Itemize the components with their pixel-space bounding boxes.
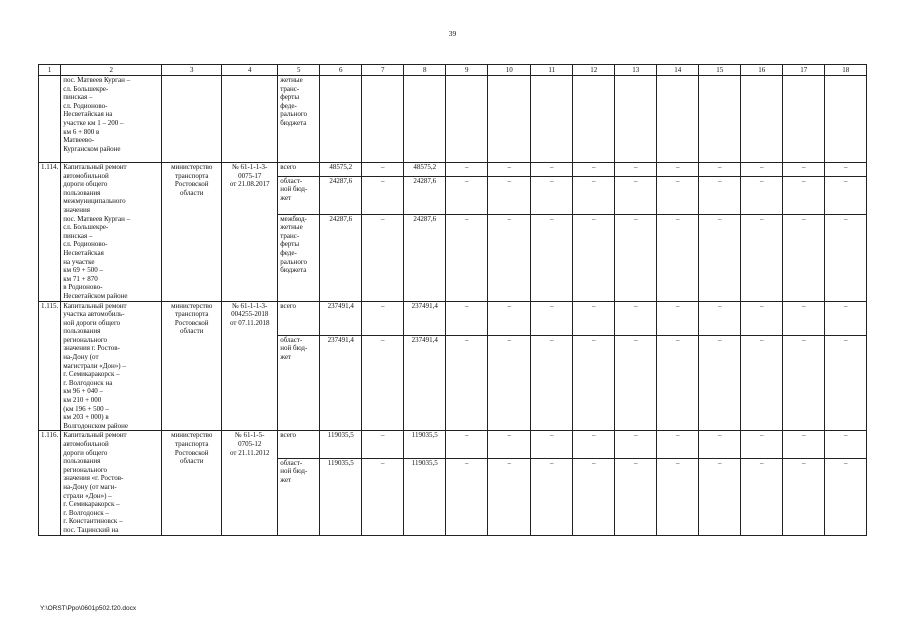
amount-cell: –	[573, 301, 615, 335]
amount-cell: 119035,5	[404, 431, 446, 458]
amount-cell: –	[446, 431, 488, 458]
amount-cell: 237491,4	[320, 301, 362, 335]
amount-cell: –	[362, 301, 404, 335]
column-number-cell: 14	[657, 65, 699, 76]
funding-source-cell: област- ной бюд- жет	[278, 335, 320, 431]
column-number-cell: 7	[362, 65, 404, 76]
amount-cell: –	[488, 214, 531, 301]
funding-source-cell: всего	[278, 301, 320, 335]
amount-cell: 48575,2	[404, 163, 446, 177]
row-number-cell	[39, 76, 61, 163]
amount-cell: –	[531, 301, 573, 335]
amount-cell: 24287,6	[404, 214, 446, 301]
amount-cell: –	[699, 301, 741, 335]
table-row	[39, 431, 867, 458]
amount-cell: –	[362, 176, 404, 214]
amount-cell: –	[657, 458, 699, 535]
amount-cell: –	[657, 301, 699, 335]
amount-cell: –	[741, 214, 783, 301]
amount-cell: –	[657, 335, 699, 431]
amount-cell: –	[573, 176, 615, 214]
amount-cell: –	[573, 335, 615, 431]
amount-cell: –	[825, 335, 867, 431]
document-cell: № 61-1-1-3- 0075-17 от 21.08.2017	[222, 163, 278, 302]
column-number-cell: 2	[61, 65, 162, 76]
column-number-cell: 9	[446, 65, 488, 76]
amount-cell	[488, 76, 531, 163]
amount-cell: –	[615, 301, 657, 335]
amount-cell: –	[362, 335, 404, 431]
amount-cell: –	[783, 458, 825, 535]
amount-cell: –	[825, 458, 867, 535]
amount-cell	[573, 76, 615, 163]
table-row	[39, 76, 867, 163]
amount-cell: –	[825, 214, 867, 301]
amount-cell	[615, 76, 657, 163]
customer-cell: министерство транспорта Ростовской области	[162, 301, 222, 431]
amount-cell: –	[615, 458, 657, 535]
amount-cell: –	[657, 176, 699, 214]
amount-cell: –	[699, 335, 741, 431]
amount-cell	[783, 76, 825, 163]
row-number-cell: 1.116.	[39, 431, 61, 535]
funding-source-cell: всего	[278, 431, 320, 458]
amount-cell: –	[615, 431, 657, 458]
row-number-cell: 1.115.	[39, 301, 61, 431]
document-cell	[222, 76, 278, 163]
column-number-row	[39, 65, 867, 76]
amount-cell: –	[446, 163, 488, 177]
amount-cell: 237491,4	[404, 335, 446, 431]
document-cell: № 61-1-5- 0705-12 от 21.11.2012	[222, 431, 278, 535]
amount-cell: –	[741, 176, 783, 214]
object-name-cell: пос. Матвеев Курган – сл. Большекре- пинская – сл. Родионово- Несветайская на участке км 1 – 200 – км 6 + 800 в Матвеево- Курганском районе	[61, 76, 162, 163]
funding-source-cell: всего	[278, 163, 320, 177]
column-number-cell: 5	[278, 65, 320, 76]
amount-cell: –	[488, 431, 531, 458]
amount-cell: 119035,5	[320, 458, 362, 535]
amount-cell: –	[699, 163, 741, 177]
amount-cell: 237491,4	[320, 335, 362, 431]
amount-cell: –	[531, 163, 573, 177]
column-number-cell: 12	[573, 65, 615, 76]
amount-cell	[446, 76, 488, 163]
customer-cell: министерство транспорта Ростовской области	[162, 431, 222, 535]
column-number-cell: 3	[162, 65, 222, 76]
amount-cell: 119035,5	[404, 458, 446, 535]
budget-table	[38, 64, 867, 536]
amount-cell: –	[783, 176, 825, 214]
amount-cell: –	[362, 458, 404, 535]
amount-cell: –	[741, 335, 783, 431]
column-number-cell: 16	[741, 65, 783, 76]
amount-cell: –	[783, 431, 825, 458]
amount-cell: –	[573, 163, 615, 177]
amount-cell: –	[783, 163, 825, 177]
amount-cell: –	[362, 431, 404, 458]
amount-cell: –	[615, 214, 657, 301]
amount-cell: –	[615, 163, 657, 177]
amount-cell: –	[362, 163, 404, 177]
object-name-cell: Капитальный ремонт участка автомобиль- ной дороги общего пользования регионального значения г. Ростов- на-Дону (от магистрали «Дон») – г. Семикаракорск – г. Волгодонск на км 96 + 040 – км 210 + 000 (км 196 + 500 – км 203 + 000) в Волгодонском районе	[61, 301, 162, 431]
amount-cell: –	[446, 301, 488, 335]
amount-cell: –	[699, 458, 741, 535]
table-row	[39, 163, 867, 177]
amount-cell: –	[531, 431, 573, 458]
amount-cell: –	[825, 431, 867, 458]
amount-cell: –	[825, 163, 867, 177]
amount-cell	[404, 76, 446, 163]
funding-source-cell: межбюд- жетные транс- ферты феде- рального бюджета	[278, 214, 320, 301]
amount-cell: –	[699, 176, 741, 214]
amount-cell: –	[615, 176, 657, 214]
page-number: 39	[448, 29, 457, 38]
funding-source-cell: област- ной бюд- жет	[278, 176, 320, 214]
amount-cell: 237491,4	[404, 301, 446, 335]
column-number-cell: 13	[615, 65, 657, 76]
amount-cell: –	[446, 335, 488, 431]
amount-cell: 48575,2	[320, 163, 362, 177]
amount-cell: –	[741, 163, 783, 177]
amount-cell	[531, 76, 573, 163]
amount-cell: –	[488, 335, 531, 431]
amount-cell: –	[488, 176, 531, 214]
document-cell: № 61-1-1-3- 004255-2018 от 07.11.2018	[222, 301, 278, 431]
amount-cell: –	[783, 301, 825, 335]
amount-cell: –	[362, 214, 404, 301]
amount-cell: –	[699, 214, 741, 301]
column-number-cell: 18	[825, 65, 867, 76]
funding-source-cell: жетные транс- ферты феде- рального бюджета	[278, 76, 320, 163]
column-number-cell: 10	[488, 65, 531, 76]
amount-cell: –	[531, 214, 573, 301]
footer-file-path: Y:\ORST\Ppo\0601p502.f20.docx	[40, 605, 137, 612]
amount-cell: 24287,6	[320, 214, 362, 301]
amount-cell: –	[446, 458, 488, 535]
column-number-cell: 8	[404, 65, 446, 76]
amount-cell: –	[657, 214, 699, 301]
column-number-cell: 11	[531, 65, 573, 76]
amount-cell: –	[573, 214, 615, 301]
object-name-cell: Капитальный ремонт автомобильной дороги общего пользования регионального значения «г. Ростов- на-Дону (от маги- страли «Дон») – г. Семикаракорск – г. Волгодонск – г. Константиновск – пос. Тацинский на	[61, 431, 162, 535]
column-number-cell: 6	[320, 65, 362, 76]
amount-cell: –	[531, 176, 573, 214]
column-number-cell: 15	[699, 65, 741, 76]
object-name-cell: Капитальный ремонт автомобильной дороги общего пользования межмуниципального значения пос. Матвеев Курган – сл. Большекре- пинская – сл. Родионово- Несветайская на участке км 69 + 500 – км 71 + 870 в Родионово- Несветайском районе	[61, 163, 162, 302]
amount-cell	[657, 76, 699, 163]
amount-cell: –	[446, 176, 488, 214]
amount-cell: 119035,5	[320, 431, 362, 458]
amount-cell: –	[741, 458, 783, 535]
customer-cell	[162, 76, 222, 163]
amount-cell: –	[741, 301, 783, 335]
amount-cell: –	[446, 214, 488, 301]
funding-source-cell: област- ной бюд- жет	[278, 458, 320, 535]
amount-cell: –	[783, 335, 825, 431]
amount-cell: –	[657, 431, 699, 458]
amount-cell	[699, 76, 741, 163]
amount-cell: 24287,6	[320, 176, 362, 214]
amount-cell: –	[488, 163, 531, 177]
amount-cell: –	[531, 458, 573, 535]
amount-cell: –	[699, 431, 741, 458]
row-number-cell: 1.114.	[39, 163, 61, 302]
column-number-cell: 4	[222, 65, 278, 76]
amount-cell: –	[657, 163, 699, 177]
amount-cell: –	[825, 301, 867, 335]
amount-cell: –	[783, 214, 825, 301]
amount-cell: –	[573, 458, 615, 535]
amount-cell: 24287,6	[404, 176, 446, 214]
amount-cell: –	[825, 176, 867, 214]
table-body	[39, 65, 867, 536]
amount-cell: –	[531, 335, 573, 431]
amount-cell: –	[488, 458, 531, 535]
amount-cell	[741, 76, 783, 163]
column-number-cell: 1	[39, 65, 61, 76]
amount-cell	[362, 76, 404, 163]
customer-cell: министерство транспорта Ростовской области	[162, 163, 222, 302]
table-row	[39, 301, 867, 335]
amount-cell: –	[741, 431, 783, 458]
amount-cell: –	[615, 335, 657, 431]
amount-cell: –	[488, 301, 531, 335]
amount-cell: –	[573, 431, 615, 458]
column-number-cell: 17	[783, 65, 825, 76]
amount-cell	[825, 76, 867, 163]
amount-cell	[320, 76, 362, 163]
